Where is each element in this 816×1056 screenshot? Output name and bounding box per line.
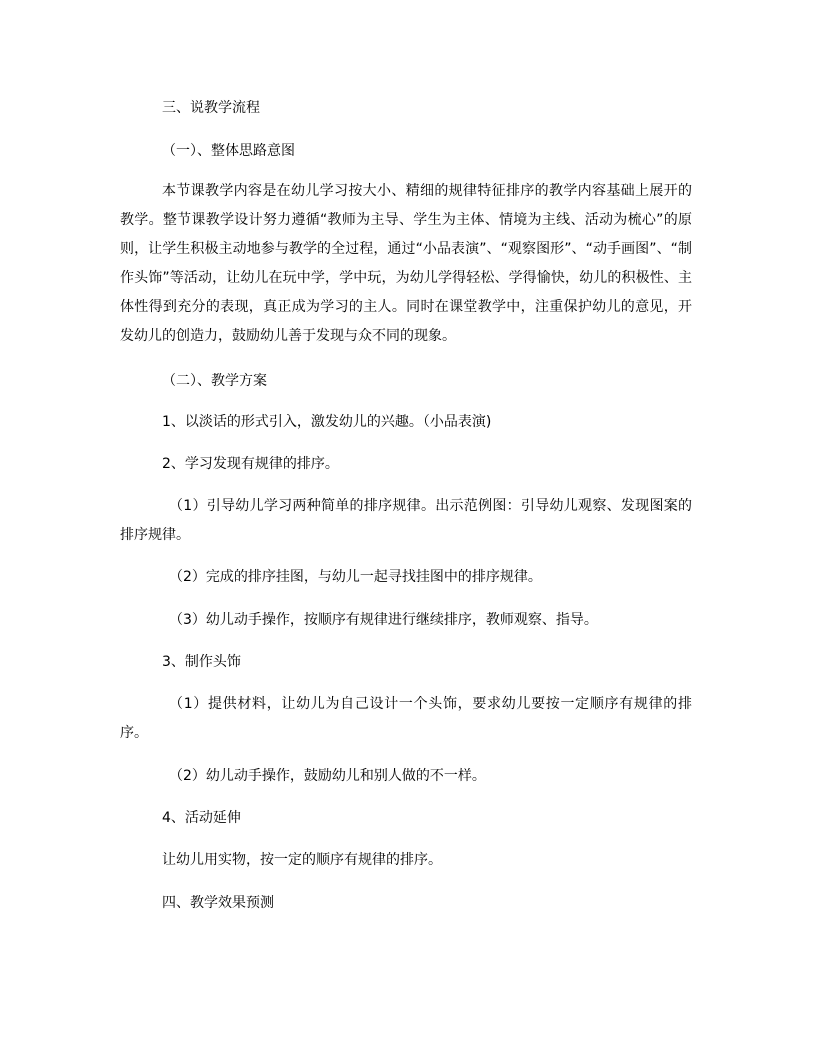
plan-item-3-1: （1）提供材料，让幼儿为自己设计一个头饰，要求幼儿要按一定顺序有规律的排序。: [120, 696, 692, 741]
subsection-heading-teaching-plan: （二）、教学方案: [162, 373, 267, 389]
plan-item-3-2: （2）幼儿动手操作，鼓励幼儿和别人做的不一样。: [169, 768, 486, 784]
plan-item-2-2: （2）完成的排序挂图，与幼儿一起寻找挂图中的排序规律。: [169, 569, 542, 585]
plan-item-2-3: （3）幼儿动手操作，按顺序有规律进行继续排序，教师观察、指导。: [169, 612, 598, 628]
subsection-heading-overall-idea: （一）、整体思路意图: [162, 143, 295, 159]
section-heading-teaching-process: 三、说教学流程: [162, 100, 260, 116]
overall-idea-paragraph: 本节课教学内容是在幼儿学习按大小、精细的规律特征排序的教学内容基础上展开的教学。整节课教学设计努力遵循“教师为主导、学生为主体、情境为主线、活动为梳心”的原则，让学生积极主动地参与教学的全过程，通过“小品表演”、“观察图形”、“动手画图”、“制作头饰”等活动，让幼儿在玩中学，学中玩，为幼儿学得轻松、学得愉快，幼儿的积极性、主体性得到充分的表现，真正成为学习的主人。同时在课堂教学中，注重保护幼儿的意见，开发幼儿的创造力，鼓励幼儿善于发现与众不同的现象。: [120, 183, 692, 344]
plan-item-4: 4、活动延伸: [162, 810, 241, 826]
plan-item-4-text: 让幼儿用实物，按一定的顺序有规律的排序。: [162, 852, 442, 868]
plan-item-2: 2、学习发现有规律的排序。: [162, 456, 339, 472]
section-heading-effect-prediction: 四、教学效果预测: [162, 895, 274, 911]
plan-item-3: 3、制作头饰: [162, 654, 241, 670]
plan-item-1: 1、以淡话的形式引入，激发幼儿的兴趣。（小品表演): [162, 414, 492, 430]
plan-item-2-1: （1）引导幼儿学习两种简单的排序规律。出示范例图：引导幼儿观察、发现图案的排序规律。: [120, 498, 692, 543]
